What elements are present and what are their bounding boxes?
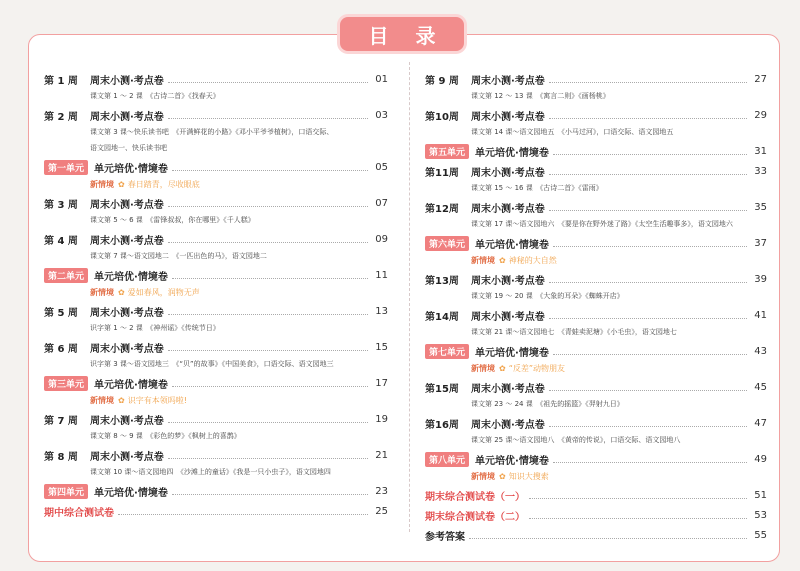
toc-entry-answers[interactable] bbox=[425, 526, 767, 544]
dot-leader bbox=[553, 154, 747, 155]
entry-subtitle: 课文第 17 课～语文园地六 《要是你在野外迷了路》《太空生活趣事多》，语文园地六 bbox=[471, 220, 733, 228]
dot-leader bbox=[172, 386, 368, 387]
page-number: 41 bbox=[754, 309, 767, 321]
new-scenario-label: 新情境 bbox=[471, 471, 495, 481]
page-number: 15 bbox=[375, 341, 388, 353]
toc-entry-week[interactable] bbox=[44, 410, 388, 428]
new-scenario-label: 新情境 bbox=[471, 255, 495, 265]
week-label: 第 5 周 bbox=[44, 307, 78, 319]
entry-title: 周末小测·考点卷 bbox=[471, 111, 545, 123]
week-label: 第 3 周 bbox=[44, 199, 78, 211]
week-label: 第 1 周 bbox=[44, 75, 78, 87]
week-label: 第 4 周 bbox=[44, 235, 78, 247]
entry-title: 单元培优·情境卷 bbox=[475, 239, 549, 251]
dot-leader bbox=[168, 118, 368, 119]
week-label: 第10周 bbox=[425, 111, 459, 123]
page-number: 53 bbox=[754, 509, 767, 521]
dot-leader bbox=[529, 498, 747, 499]
page-number: 55 bbox=[754, 529, 767, 541]
page-number: 27 bbox=[754, 73, 767, 85]
unit-badge: 第四单元 bbox=[44, 484, 88, 499]
new-scenario-theme: 春日踏青，尽收眼底 bbox=[127, 179, 200, 189]
new-scenario-line bbox=[44, 284, 388, 300]
toc-entry-week[interactable] bbox=[44, 194, 388, 212]
dot-leader bbox=[549, 118, 747, 119]
entry-subtitle: 语文园地一、快乐读书吧 bbox=[90, 144, 167, 152]
page-number: 23 bbox=[375, 485, 388, 497]
page-number: 25 bbox=[375, 505, 388, 517]
entry-title: 周末小测·考点卷 bbox=[90, 307, 164, 319]
dot-leader bbox=[118, 514, 368, 515]
entry-title: 单元培优·情境卷 bbox=[94, 487, 168, 499]
toc-entry-unit[interactable] bbox=[44, 266, 388, 284]
new-scenario-theme: 识字有本领吗啦! bbox=[127, 395, 187, 405]
page-number: 13 bbox=[375, 305, 388, 317]
week-label: 第14周 bbox=[425, 311, 459, 323]
dot-leader bbox=[553, 246, 747, 247]
exam-title: 期中综合测试卷 bbox=[44, 507, 114, 519]
toc-entry-week[interactable] bbox=[425, 106, 767, 124]
toc-entry-week[interactable] bbox=[44, 302, 388, 320]
page-number: 31 bbox=[754, 145, 767, 157]
new-scenario-theme: “反差”动物朋友 bbox=[508, 363, 565, 373]
entry-subtitle: 课文第 15 ～ 16 课 《古诗二首》《雷雨》 bbox=[471, 184, 603, 192]
entry-subtitle: 课文第 21 课～语文园地七 《青蛙卖泥塘》《小毛虫》，语文园地七 bbox=[471, 328, 677, 336]
week-label: 第12周 bbox=[425, 203, 459, 215]
entry-title: 周末小测·考点卷 bbox=[90, 343, 164, 355]
page-number: 49 bbox=[754, 453, 767, 465]
entry-title: 单元培优·情境卷 bbox=[94, 271, 168, 283]
toc-entry-exam[interactable] bbox=[425, 486, 767, 504]
week-label: 第15周 bbox=[425, 383, 459, 395]
entry-subtitle: 课文第 5 ～ 6 课 《雷锋叔叔，你在哪里》《千人糕》 bbox=[90, 216, 255, 224]
entry-title: 单元培优·情境卷 bbox=[475, 455, 549, 467]
week-label: 第16周 bbox=[425, 419, 459, 431]
new-scenario-theme: 知识大搜索 bbox=[508, 471, 549, 481]
unit-badge: 第三单元 bbox=[44, 376, 88, 391]
entry-title: 周末小测·考点卷 bbox=[471, 419, 545, 431]
dot-leader bbox=[549, 318, 747, 319]
entry-title: 单元培优·情境卷 bbox=[94, 163, 168, 175]
unit-badge: 第六单元 bbox=[425, 236, 469, 251]
dot-leader bbox=[469, 538, 747, 539]
dot-leader bbox=[549, 426, 747, 427]
answers-title: 参考答案 bbox=[425, 531, 465, 543]
page-number: 47 bbox=[754, 417, 767, 429]
entry-title: 单元培优·情境卷 bbox=[475, 347, 549, 359]
entry-subtitle: 课文第 19 ～ 20 课 《大象的耳朵》《蜘蛛开店》 bbox=[471, 292, 624, 300]
entry-title: 周末小测·考点卷 bbox=[90, 111, 164, 123]
unit-badge: 第二单元 bbox=[44, 268, 88, 283]
dot-leader bbox=[549, 82, 747, 83]
toc-entry-exam[interactable] bbox=[44, 502, 388, 520]
entry-title: 周末小测·考点卷 bbox=[471, 275, 545, 287]
entry-subtitle: 课文第 10 课～语文园地四 《沙滩上的童话》《我是一只小虫子》，语文园地四 bbox=[90, 468, 331, 476]
entry-title: 单元培优·情境卷 bbox=[94, 379, 168, 391]
toc-entry-week[interactable] bbox=[425, 70, 767, 88]
entry-title: 周末小测·考点卷 bbox=[471, 167, 545, 179]
entry-subtitle: 识字第 1 ～ 2 课 《神州谣》《传统节日》 bbox=[90, 324, 220, 332]
entry-subtitle: 课文第 12 ～ 13 课 《寓言二则》《画杨桃》 bbox=[471, 92, 610, 100]
page-number: 51 bbox=[754, 489, 767, 501]
new-scenario-label: 新情境 bbox=[90, 179, 114, 189]
entry-title: 周末小测·考点卷 bbox=[90, 199, 164, 211]
toc-entry-week[interactable] bbox=[425, 306, 767, 324]
dot-leader bbox=[553, 354, 747, 355]
entry-title: 周末小测·考点卷 bbox=[90, 415, 164, 427]
sparkle-icon: ✿ bbox=[118, 395, 125, 405]
toc-entry-unit[interactable] bbox=[44, 374, 388, 392]
dot-leader bbox=[172, 278, 368, 279]
dot-leader bbox=[549, 174, 747, 175]
page-number: 09 bbox=[375, 233, 388, 245]
unit-badge: 第七单元 bbox=[425, 344, 469, 359]
entry-subtitle: 课文第 23 ～ 24 课 《祖先的摇篮》《羿射九日》 bbox=[471, 400, 624, 408]
entry-title: 周末小测·考点卷 bbox=[90, 451, 164, 463]
page-number: 39 bbox=[754, 273, 767, 285]
toc-entry-week[interactable] bbox=[44, 230, 388, 248]
page-number: 45 bbox=[754, 381, 767, 393]
entry-title: 周末小测·考点卷 bbox=[90, 75, 164, 87]
new-scenario-line bbox=[44, 176, 388, 192]
unit-badge: 第五单元 bbox=[425, 144, 469, 159]
toc-entry-week[interactable] bbox=[44, 338, 388, 356]
week-label: 第 9 周 bbox=[425, 75, 459, 87]
dot-leader bbox=[168, 242, 368, 243]
unit-badge: 第一单元 bbox=[44, 160, 88, 175]
new-scenario-label: 新情境 bbox=[90, 287, 114, 297]
entry-subtitle: 课文第 1 ～ 2 课 《古诗二首》《找春天》 bbox=[90, 92, 220, 100]
week-label: 第 2 周 bbox=[44, 111, 78, 123]
page-number: 17 bbox=[375, 377, 388, 389]
toc-right-column bbox=[425, 68, 767, 544]
dot-leader bbox=[168, 422, 368, 423]
toc-title: 目 录 bbox=[368, 23, 446, 48]
page-number: 37 bbox=[754, 237, 767, 249]
toc-entry-exam[interactable] bbox=[425, 506, 767, 524]
entry-title: 周末小测·考点卷 bbox=[471, 75, 545, 87]
new-scenario-theme: 神秘的大自然 bbox=[508, 255, 557, 265]
toc-title-banner bbox=[340, 17, 464, 51]
page-number: 03 bbox=[375, 109, 388, 121]
entry-title: 周末小测·考点卷 bbox=[90, 235, 164, 247]
entry-subtitle: 识字第 3 课～语文园地三 《“贝”的故事》《中国美食》，口语交际、语文园地三 bbox=[90, 360, 334, 368]
new-scenario-line bbox=[425, 252, 767, 268]
new-scenario-label: 新情境 bbox=[90, 395, 114, 405]
dot-leader bbox=[172, 494, 368, 495]
sparkle-icon: ✿ bbox=[499, 363, 506, 373]
toc-left-column bbox=[44, 68, 388, 520]
new-scenario-line bbox=[425, 360, 767, 376]
entry-subtitle: 课文第 8 ～ 9 课 《彩色的梦》《枫树上的喜鹊》 bbox=[90, 432, 241, 440]
page-number: 01 bbox=[375, 73, 388, 85]
new-scenario-label: 新情境 bbox=[471, 363, 495, 373]
entry-subtitle: 课文第 14 课～语文园地五 《小马过河》，口语交际、语文园地五 bbox=[471, 128, 674, 136]
unit-badge: 第八单元 bbox=[425, 452, 469, 467]
dot-leader bbox=[168, 82, 368, 83]
entry-subtitle: 课文第 7 课～语文园地二 《一匹出色的马》，语文园地二 bbox=[90, 252, 267, 260]
page-number: 11 bbox=[375, 269, 388, 281]
dot-leader bbox=[549, 282, 747, 283]
page-number: 33 bbox=[754, 165, 767, 177]
week-label: 第13周 bbox=[425, 275, 459, 287]
toc-entry-week[interactable] bbox=[425, 198, 767, 216]
page-number: 43 bbox=[754, 345, 767, 357]
toc-entry-week[interactable] bbox=[44, 106, 388, 124]
entry-title: 周末小测·考点卷 bbox=[471, 203, 545, 215]
page-number: 21 bbox=[375, 449, 388, 461]
dot-leader bbox=[549, 390, 747, 391]
dot-leader bbox=[549, 210, 747, 211]
toc-entry-week[interactable] bbox=[425, 270, 767, 288]
dot-leader bbox=[172, 170, 368, 171]
toc-entry-unit[interactable] bbox=[425, 342, 767, 360]
entry-subtitle: 课文第 25 课～语文园地八 《黄帝的传说》，口语交际、语文园地八 bbox=[471, 436, 681, 444]
page-number: 35 bbox=[754, 201, 767, 213]
toc-entry-week[interactable] bbox=[425, 378, 767, 396]
page-number: 29 bbox=[754, 109, 767, 121]
column-divider bbox=[409, 62, 410, 532]
dot-leader bbox=[168, 314, 368, 315]
dot-leader bbox=[529, 518, 747, 519]
dot-leader bbox=[168, 350, 368, 351]
sparkle-icon: ✿ bbox=[118, 179, 125, 189]
week-label: 第 7 周 bbox=[44, 415, 78, 427]
week-label: 第 6 周 bbox=[44, 343, 78, 355]
dot-leader bbox=[168, 206, 368, 207]
toc-entry-week[interactable] bbox=[425, 162, 767, 180]
toc-entry-unit[interactable] bbox=[44, 158, 388, 176]
toc-entry-week[interactable] bbox=[425, 414, 767, 432]
toc-entry-week[interactable] bbox=[44, 70, 388, 88]
entry-title: 周末小测·考点卷 bbox=[471, 311, 545, 323]
exam-title: 期末综合测试卷（一） bbox=[425, 491, 525, 503]
week-label: 第 8 周 bbox=[44, 451, 78, 463]
toc-entry-unit[interactable] bbox=[425, 234, 767, 252]
toc-entry-unit[interactable] bbox=[425, 142, 767, 160]
dot-leader bbox=[553, 462, 747, 463]
sparkle-icon: ✿ bbox=[499, 255, 506, 265]
new-scenario-theme: 爱如春风，润物无声 bbox=[127, 287, 200, 297]
entry-subtitle: 课文第 3 课～快乐读书吧 《开满鲜花的小路》《邓小平爷爷植树》，口语交际、 bbox=[90, 128, 334, 136]
new-scenario-line bbox=[425, 468, 767, 484]
toc-entry-week[interactable] bbox=[44, 446, 388, 464]
toc-entry-unit[interactable] bbox=[44, 482, 388, 500]
exam-title: 期末综合测试卷（二） bbox=[425, 511, 525, 523]
week-label: 第11周 bbox=[425, 167, 459, 179]
new-scenario-line bbox=[44, 392, 388, 408]
toc-entry-unit[interactable] bbox=[425, 450, 767, 468]
dot-leader bbox=[168, 458, 368, 459]
page-number: 19 bbox=[375, 413, 388, 425]
page-number: 05 bbox=[375, 161, 388, 173]
sparkle-icon: ✿ bbox=[118, 287, 125, 297]
entry-title: 周末小测·考点卷 bbox=[471, 383, 545, 395]
sparkle-icon: ✿ bbox=[499, 471, 506, 481]
page-number: 07 bbox=[375, 197, 388, 209]
entry-title: 单元培优·情境卷 bbox=[475, 147, 549, 159]
